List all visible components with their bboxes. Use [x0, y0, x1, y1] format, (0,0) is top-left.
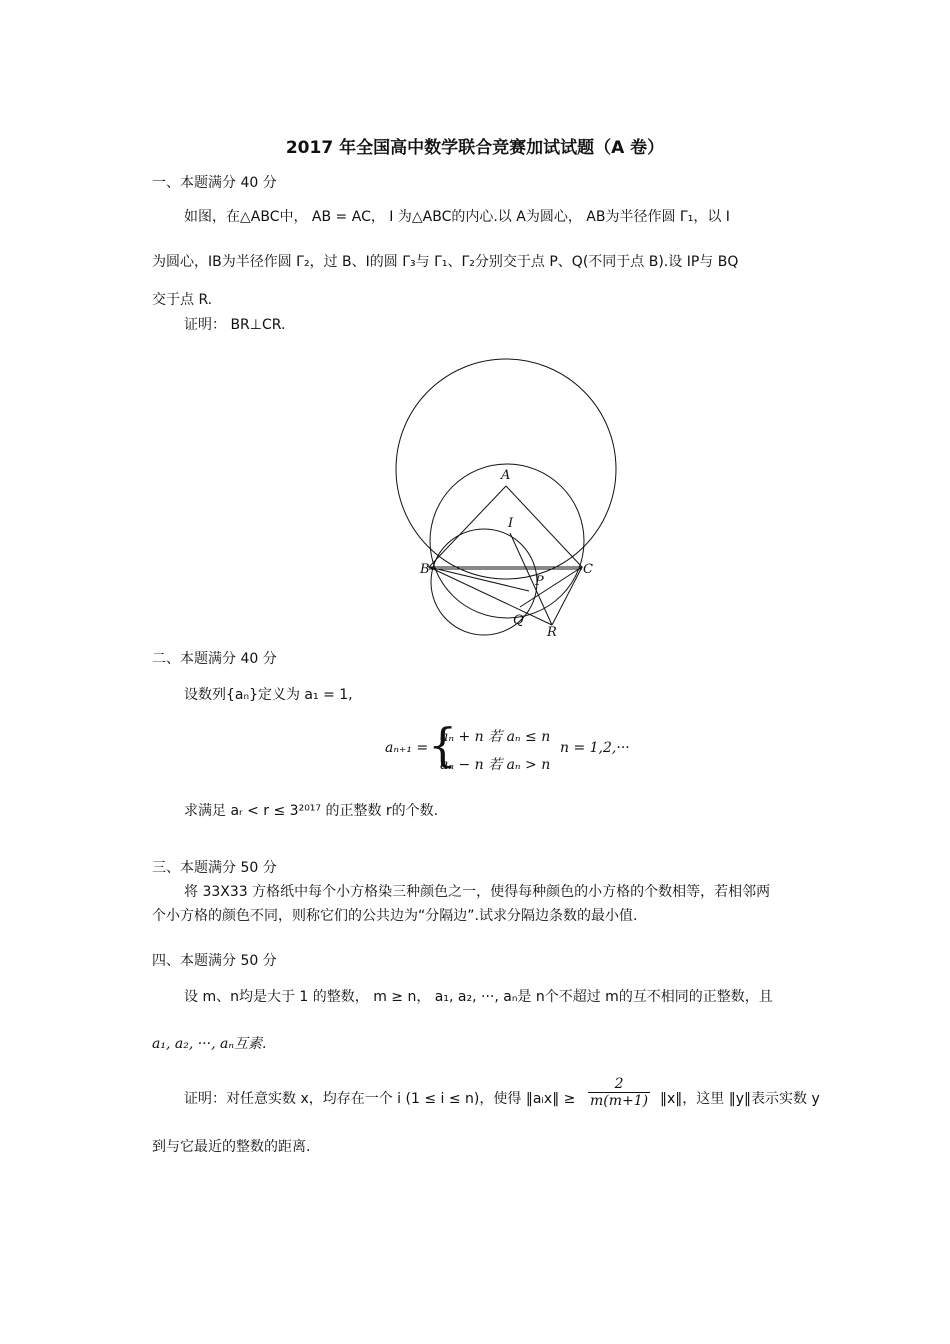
problem3-line1: 将 33X33 方格纸中每个小方格染三种颜色之一，使得每种颜色的小方格的个数相等，若相邻两 [184, 884, 771, 900]
recurrence-case1: aₙ + n 若 aₙ ≤ n [440, 729, 551, 745]
problem2-line1: 设数列{aₙ}定义为 a₁ = 1, [184, 687, 353, 703]
recurrence-case2: aₙ − n 若 aₙ > n [440, 757, 551, 773]
label-b: B [420, 562, 430, 577]
label-p: P [535, 574, 544, 589]
problem4-proof-end: ‖x‖，这里 ‖y‖表示实数 y [660, 1091, 820, 1107]
label-a: A [501, 468, 511, 483]
label-q: Q [513, 613, 524, 628]
page-title: 2017 年全国高中数学联合竞赛加试试题（A 卷） [285, 138, 665, 158]
problem1-line1: 如图，在△ABC中， AB = AC， I 为△ABC的内心.以 A为圆心， AB为半径作圆 Γ₁，以 I [184, 209, 730, 225]
problem3-line2: 个小方格的颜色不同，则称它们的公共边为“分隔边”.试求分隔边条数的最小值. [152, 908, 638, 924]
label-i: I [508, 516, 514, 531]
problem1-line3: 交于点 R. [152, 292, 213, 308]
problem4-heading: 四、本题满分 50 分 [152, 953, 277, 969]
problem1-heading: 一、本题满分 40 分 [152, 175, 277, 191]
problem4-line4: 到与它最近的整数的距离. [152, 1139, 311, 1155]
problem4-line2: a₁, a₂, ···, aₙ互素. [152, 1036, 267, 1052]
triangle-abc [429, 486, 582, 567]
fraction-numerator: 2 [588, 1076, 650, 1093]
problem4-proof-start: 证明：对任意实数 x，均存在一个 i (1 ≤ i ≤ n)，使得 ‖aᵢx‖ ≥ [184, 1091, 576, 1107]
problem1-line2: 为圆心，IB为半径作圆 Γ₂，过 B、I的圆 Γ₃与 Γ₁、Γ₂分别交于点 P、Q(不同于点 B).设 IP与 BQ [152, 254, 739, 270]
problem3-heading: 三、本题满分 50 分 [152, 860, 277, 876]
label-c: C [583, 562, 593, 577]
segment-cq [520, 567, 582, 607]
recurrence-condition: n = 1,2,··· [560, 740, 630, 756]
geometry-figure [390, 355, 630, 650]
recurrence-brace: { [428, 718, 458, 772]
problem2-question: 求满足 aᵣ < r ≤ 3²⁰¹⁷ 的正整数 r的个数. [184, 803, 439, 819]
problem2-heading: 二、本题满分 40 分 [152, 651, 277, 667]
problem1-proof: 证明： BR⊥CR. [184, 317, 286, 333]
recurrence-lhs: aₙ₊₁ = [385, 740, 429, 756]
problem4-line1: 设 m、n均是大于 1 的整数， m ≥ n， a₁, a₂, ···, aₙ是 n个不超过 m的互不相同的正整数，且 [184, 989, 773, 1005]
segment-cr [552, 567, 582, 625]
fraction [588, 1076, 650, 1109]
label-r: R [547, 625, 557, 640]
fraction-denominator: m(m+1) [590, 1093, 649, 1109]
